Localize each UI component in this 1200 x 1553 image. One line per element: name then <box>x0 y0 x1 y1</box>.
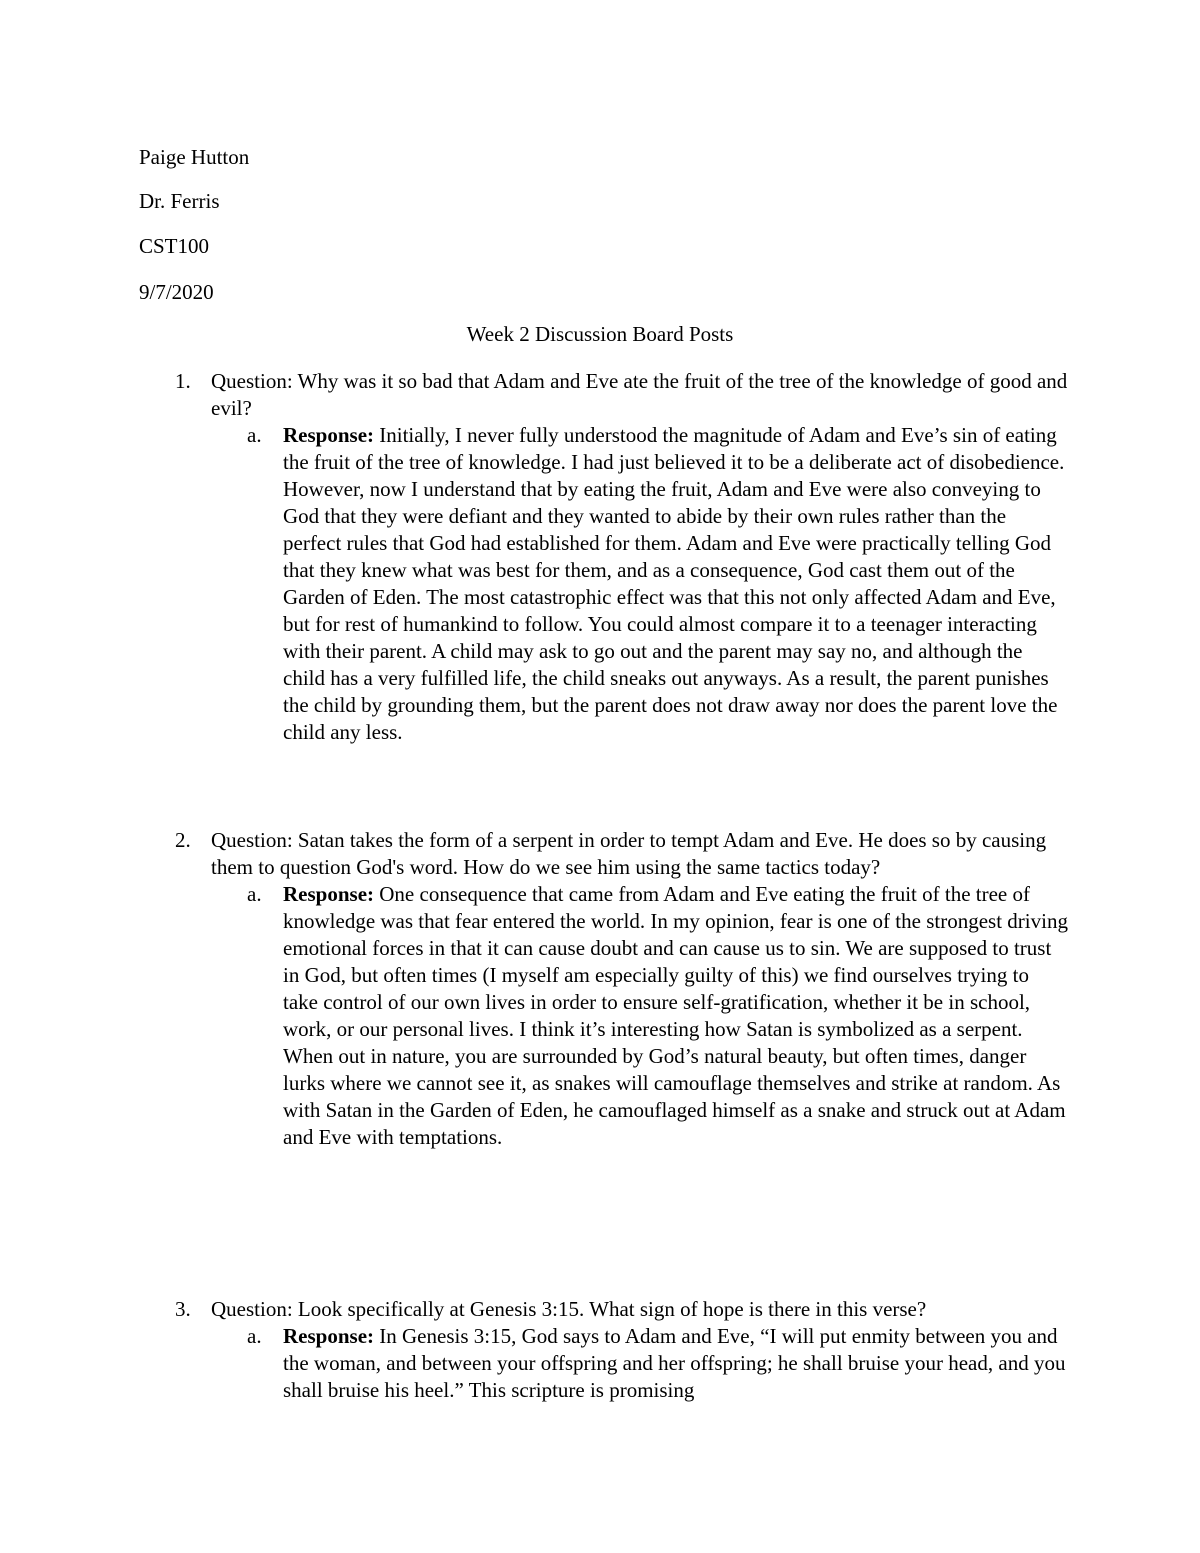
response-label: Response: <box>283 882 375 906</box>
question-number: 2. <box>175 828 191 852</box>
question-text: Question: Why was it so bad that Adam and Eve ate the fruit of the tree of the knowledge of good and evil? <box>211 369 1068 420</box>
question-text: Question: Satan takes the form of a serpent in order to tempt Adam and Eve. He does so by causing them to question God's word. How do we see him using the same tactics today? <box>211 828 1047 879</box>
response-paragraph <box>283 881 1069 1151</box>
response-letter: a. <box>247 882 262 906</box>
response-paragraph <box>283 422 1069 746</box>
author-name: Paige Hutton <box>139 145 250 169</box>
response-text: In Genesis 3:15, God says to Adam and Eve, “I will put enmity between you and the woman, and between your offspring and her offspring; he shall bruise your head, and you shall bruise his heel.” This scripture is promising <box>283 1324 1066 1402</box>
response-text: One consequence that came from Adam and Eve eating the fruit of the tree of knowledge was that fear entered the world. In my opinion, fear is one of the strongest driving emotional forces in that it can cause doubt and can cause us to sin. We are supposed to trust in God, but often times (I myself am especially guilty of this) we find ourselves trying to take control of our own lives in order to ensure self-gratification, whether it be in school, work, or our personal lives. I think it’s interesting how Satan is symbolized as a serpent. When out in nature, you are surrounded by God’s natural beauty, but often times, danger lurks where we cannot see it, as snakes will camouflage themselves and strike at random. As with Satan in the Garden of Eden, he camouflaged himself as a snake and struck out at Adam and Eve with temptations. <box>283 882 1068 1149</box>
response-text: Initially, I never fully understood the magnitude of Adam and Eve’s sin of eating the fruit of the tree of knowledge. I had just believed it to be a deliberate act of disobedience. However, now I understand that by eating the fruit, Adam and Eve were also conveying to God that they were defiant and they wanted to abide by their own rules rather than the perfect rules that God had established for them. Adam and Eve were practically telling God that they knew what was best for them, and as a consequence, God cast them out of the Garden of Eden. The most catastrophic effect was that this not only affected Adam and Eve, but for rest of humankind to follow. You could almost compare it to a teenager interacting with their parent. A child may ask to go out and the parent may say no, and although the child has a very fulfilled life, the child sneaks out anyways. As a result, the parent punishes the child by grounding them, but the parent does not draw away nor does the parent love the child any less. <box>283 423 1065 744</box>
question-text: Question: Look specifically at Genesis 3:15. What sign of hope is there in this verse? <box>211 1297 927 1321</box>
question-item-2 <box>139 827 1069 1151</box>
instructor-name: Dr. Ferris <box>139 189 220 213</box>
response-label: Response: <box>283 1324 375 1348</box>
response-letter: a. <box>247 423 262 447</box>
response-label: Response: <box>283 423 375 447</box>
document-title: Week 2 Discussion Board Posts <box>466 322 734 346</box>
response-paragraph <box>283 1323 1069 1404</box>
question-item-1 <box>139 368 1069 746</box>
course-code: CST100 <box>139 234 210 258</box>
question-number: 1. <box>175 369 191 393</box>
document-date: 9/7/2020 <box>139 280 214 304</box>
question-item-3 <box>139 1296 1069 1404</box>
question-number: 3. <box>175 1297 191 1321</box>
response-letter: a. <box>247 1324 262 1348</box>
